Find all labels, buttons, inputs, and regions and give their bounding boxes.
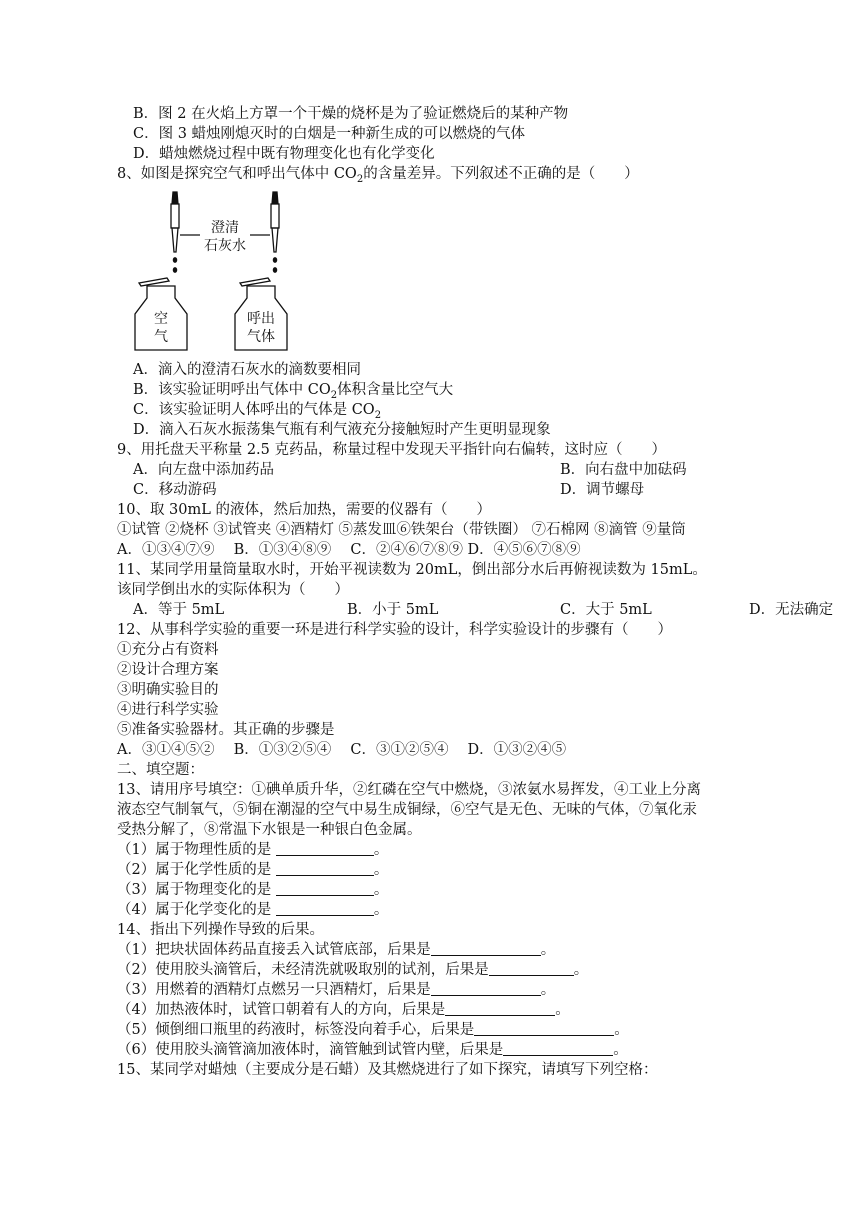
answer-blank[interactable] — [431, 941, 541, 956]
answer-blank[interactable] — [445, 1001, 555, 1016]
q8-option-a: A．滴入的澄清石灰水的滴数要相同 — [133, 362, 361, 378]
answer-blank[interactable] — [503, 1041, 613, 1056]
q12-stem: 12、从事科学实验的重要一环是进行科学实验的设计，科学实验设计的步骤有（ ） — [117, 622, 672, 638]
answer-blank[interactable] — [489, 961, 574, 976]
right-dropper-tip — [272, 228, 278, 252]
q12-step-3: ③明确实验目的 — [117, 682, 219, 698]
q8-figure — [125, 190, 305, 360]
q8-option-c: C．该实验证明人体呼出的气体是 $CO_2$ — [133, 402, 382, 421]
answer-blank[interactable] — [431, 981, 541, 996]
q15-stem: 15、某同学对蜡烛（主要成分是石蜡）及其燃烧进行了如下探究，请填写下列空格： — [117, 1062, 658, 1078]
q14-part-5: （5）倾倒细口瓶里的药液时，标签没向着手心，后果是 。 — [117, 1022, 629, 1038]
q14-part-3: （3）用燃着的酒精灯点燃另一只酒精灯，后果是 。 — [117, 982, 556, 998]
q9-option-d: D．调节螺母 — [560, 482, 645, 498]
q14-part-6: （6）使用胶头滴管滴加液体时，滴管触到试管内壁，后果是 。 — [117, 1042, 628, 1058]
q7-option-b: B．图 2 在火焰上方罩一个干燥的烧杯是为了验证燃烧后的某种产物 — [133, 106, 569, 122]
q14-part-4: （4）加热液体时，试管口朝着有人的方向，后果是 。 — [117, 1002, 570, 1018]
q8-stem: 8、如图是探究空气和呼出气体中 $CO_2$的含量差异。下列叙述不正确的是（ ） — [117, 166, 639, 185]
q9-option-b: B．向右盘中加砝码 — [560, 462, 687, 478]
q14-part-2: （2）使用胶头滴管后，未经清洗就吸取别的试剂，后果是 。 — [117, 962, 589, 978]
left-bottle-label-1: 空 — [154, 311, 168, 327]
q10-options: A．①③④⑦⑨ B．①③④⑧⑨ C．②④⑥⑦⑧⑨ D．④⑤⑥⑦⑧⑨ — [117, 542, 581, 558]
q11-stem-line2: 该同学倒出水的实际体积为（ ） — [117, 582, 349, 598]
q14-stem: 14、指出下列操作导致的后果。 — [117, 922, 324, 938]
left-dropper-tip — [172, 228, 178, 252]
dropper-label-2: 石灰水 — [204, 238, 246, 254]
q7-option-d: D．蜡烛燃烧过程中既有物理变化也有化学变化 — [133, 146, 435, 162]
q11-option-b: B．小于 5mL — [347, 602, 439, 618]
q13-part-4: （4）属于化学变化的是 。 — [117, 902, 389, 918]
dropper-label-1: 澄清 — [211, 220, 239, 236]
q12-options: A．③①④⑤② B．①③②⑤④ C．③①②⑤④ D．①③②④⑤ — [117, 742, 567, 758]
q10-stem: 10、取 30mL 的液体，然后加热，需要的仪器有（ ） — [117, 502, 491, 518]
answer-blank[interactable] — [276, 881, 374, 896]
answer-blank[interactable] — [276, 901, 374, 916]
q12-step-5: ⑤准备实验器材。其正确的步骤是 — [117, 722, 335, 738]
q12-step-4: ④进行科学实验 — [117, 702, 219, 718]
q7-option-c: C．图 3 蜡烛刚熄灭时的白烟是一种新生成的可以燃烧的气体 — [133, 126, 526, 142]
right-bottle-label-1: 呼出 — [247, 311, 275, 327]
q12-step-2: ②设计合理方案 — [117, 662, 219, 678]
q11-stem-line1: 11、某同学用量筒量取水时，开始平视读数为 20mL，倒出部分水后再俯视读数为 15mL。 — [117, 562, 707, 578]
q12-step-1: ①充分占有资料 — [117, 642, 219, 658]
q13-line1: 13、请用序号填空：①碘单质升华，②红磷在空气中燃烧，③浓氨水易挥发，④工业上分离 — [117, 782, 701, 798]
q13-part-1: （1）属于物理性质的是 。 — [117, 842, 389, 858]
left-glass-plate — [139, 278, 169, 286]
right-bottle-label-2: 气体 — [247, 329, 275, 345]
left-dropper-body — [171, 204, 179, 228]
q8-option-d: D．滴入石灰水振荡集气瓶有利气液充分接触短时产生更明显现象 — [133, 422, 551, 438]
answer-blank[interactable] — [276, 841, 374, 856]
right-dropper-bulb — [272, 192, 278, 204]
answer-blank[interactable] — [276, 861, 374, 876]
q8-option-b: B．该实验证明呼出气体中 $CO_2$体积含量比空气大 — [133, 382, 454, 401]
q11-option-a: A．等于 5mL — [133, 602, 225, 618]
experiment-illustration — [125, 190, 305, 360]
q11-option-c: C．大于 5mL — [560, 602, 652, 618]
left-dropper-bulb — [172, 192, 178, 204]
q14-part-1: （1）把块状固体药品直接丢入试管底部，后果是 。 — [117, 942, 556, 958]
q10-items: ①试管 ②烧杯 ③试管夹 ④酒精灯 ⑤蒸发皿⑥铁架台（带铁圈） ⑦石棉网 ⑧滴管 ⑨量筒 — [117, 522, 686, 538]
q11-option-d: D．无法确定 — [749, 602, 834, 618]
left-bottle-label-2: 气 — [154, 329, 168, 345]
q13-part-2: （2）属于化学性质的是 。 — [117, 862, 389, 878]
q9-option-a: A．向左盘中添加药品 — [133, 462, 274, 478]
q13-part-3: （3）属于物理变化的是 。 — [117, 882, 389, 898]
q9-option-c: C．移动游码 — [133, 482, 217, 498]
q13-line3: 受热分解了，⑧常温下水银是一种银白色金属。 — [117, 822, 422, 838]
q9-stem: 9、用托盘天平称量 2.5 克药品，称量过程中发现天平指针向右偏转，这时应（ ） — [117, 442, 667, 458]
answer-blank[interactable] — [474, 1021, 614, 1036]
right-dropper-body — [271, 204, 279, 228]
section-heading: 二、填空题： — [117, 762, 204, 778]
right-glass-plate — [240, 278, 270, 286]
q13-line2: 液态空气制氧气，⑤铜在潮湿的空气中易生成铜绿，⑥空气是无色、无味的气体，⑦氧化汞 — [117, 802, 697, 818]
